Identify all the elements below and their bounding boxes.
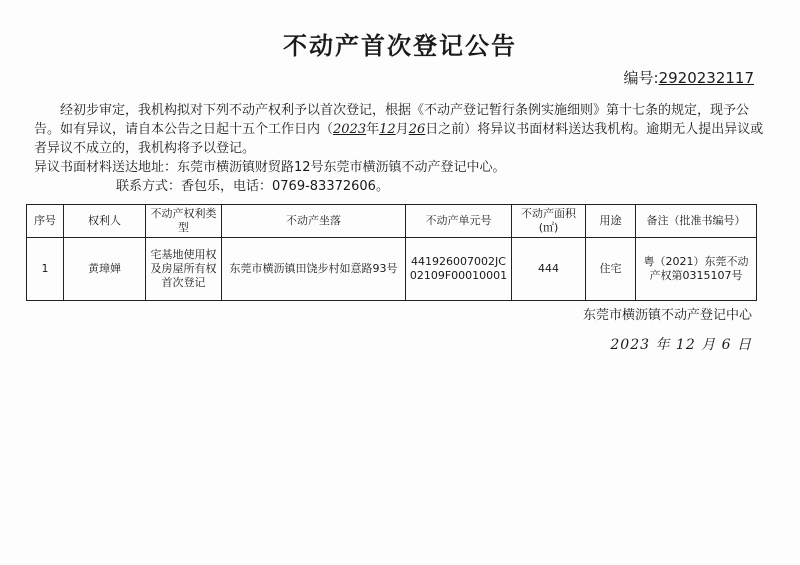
table-row — [27, 238, 757, 301]
deadline-day: 26 — [408, 122, 426, 137]
intro-paragraph — [34, 101, 764, 158]
cell-seq: 1 — [27, 238, 64, 301]
cell-holder: 黄璋婵 — [64, 238, 146, 301]
header-unit-number: 不动产单元号 — [406, 205, 512, 238]
header-use: 用途 — [586, 205, 636, 238]
cell-remark: 粤（2021）东莞不动产权第0315107号 — [636, 238, 757, 301]
issue-date: 2023 年 12 月 6 日 — [610, 337, 752, 353]
deadline-year-unit: 年 — [366, 122, 380, 137]
deadline-month: 12 — [379, 122, 396, 137]
contact-info: 联系方式：香包乐，电话：0769-83372606。 — [116, 179, 389, 194]
header-right-type: 不动产权利类型 — [146, 205, 222, 238]
header-seq: 序号 — [27, 205, 64, 238]
objection-address: 异议书面材料送达地址：东莞市横沥镇财贸路12号东莞市横沥镇不动产登记中心。 — [34, 160, 506, 175]
header-remark: 备注（批准书编号） — [636, 205, 757, 238]
table-header-row — [27, 205, 757, 238]
registration-table — [26, 204, 757, 301]
cell-right-type: 宅基地使用权及房屋所有权首次登记 — [146, 238, 222, 301]
cell-unit-number: 441926007002JC02109F00010001 — [406, 238, 512, 301]
header-location: 不动产坐落 — [222, 205, 406, 238]
serial-label: 编号: — [623, 69, 659, 87]
intro-text-2: 日之前）将异议书面材料送达我机构。逾期无人提出异议或者异议不成立的，我机构将予以登记。 — [34, 122, 764, 156]
cell-use: 住宅 — [586, 238, 636, 301]
header-area: 不动产面积(㎡) — [512, 205, 586, 238]
document-title: 不动产首次登记公告 — [283, 32, 517, 60]
header-holder: 权利人 — [64, 205, 146, 238]
serial-number — [624, 67, 755, 88]
intro-text-1: 经初步审定，我机构拟对下列不动产权利予以首次登记，根据《不动产登记暂行条例实施细则》第十七条的规定，现予公告。如有异议，请自本公告之日起十五个工作日内（ — [34, 103, 750, 137]
deadline-month-unit: 月 — [395, 122, 409, 137]
deadline-year: 2023 — [333, 122, 367, 137]
issuing-organization: 东莞市横沥镇不动产登记中心 — [582, 308, 752, 323]
cell-area: 444 — [512, 238, 586, 301]
cell-location: 东莞市横沥镇田饶步村如意路93号 — [222, 238, 406, 301]
serial-value: 2920232117 — [658, 69, 754, 87]
